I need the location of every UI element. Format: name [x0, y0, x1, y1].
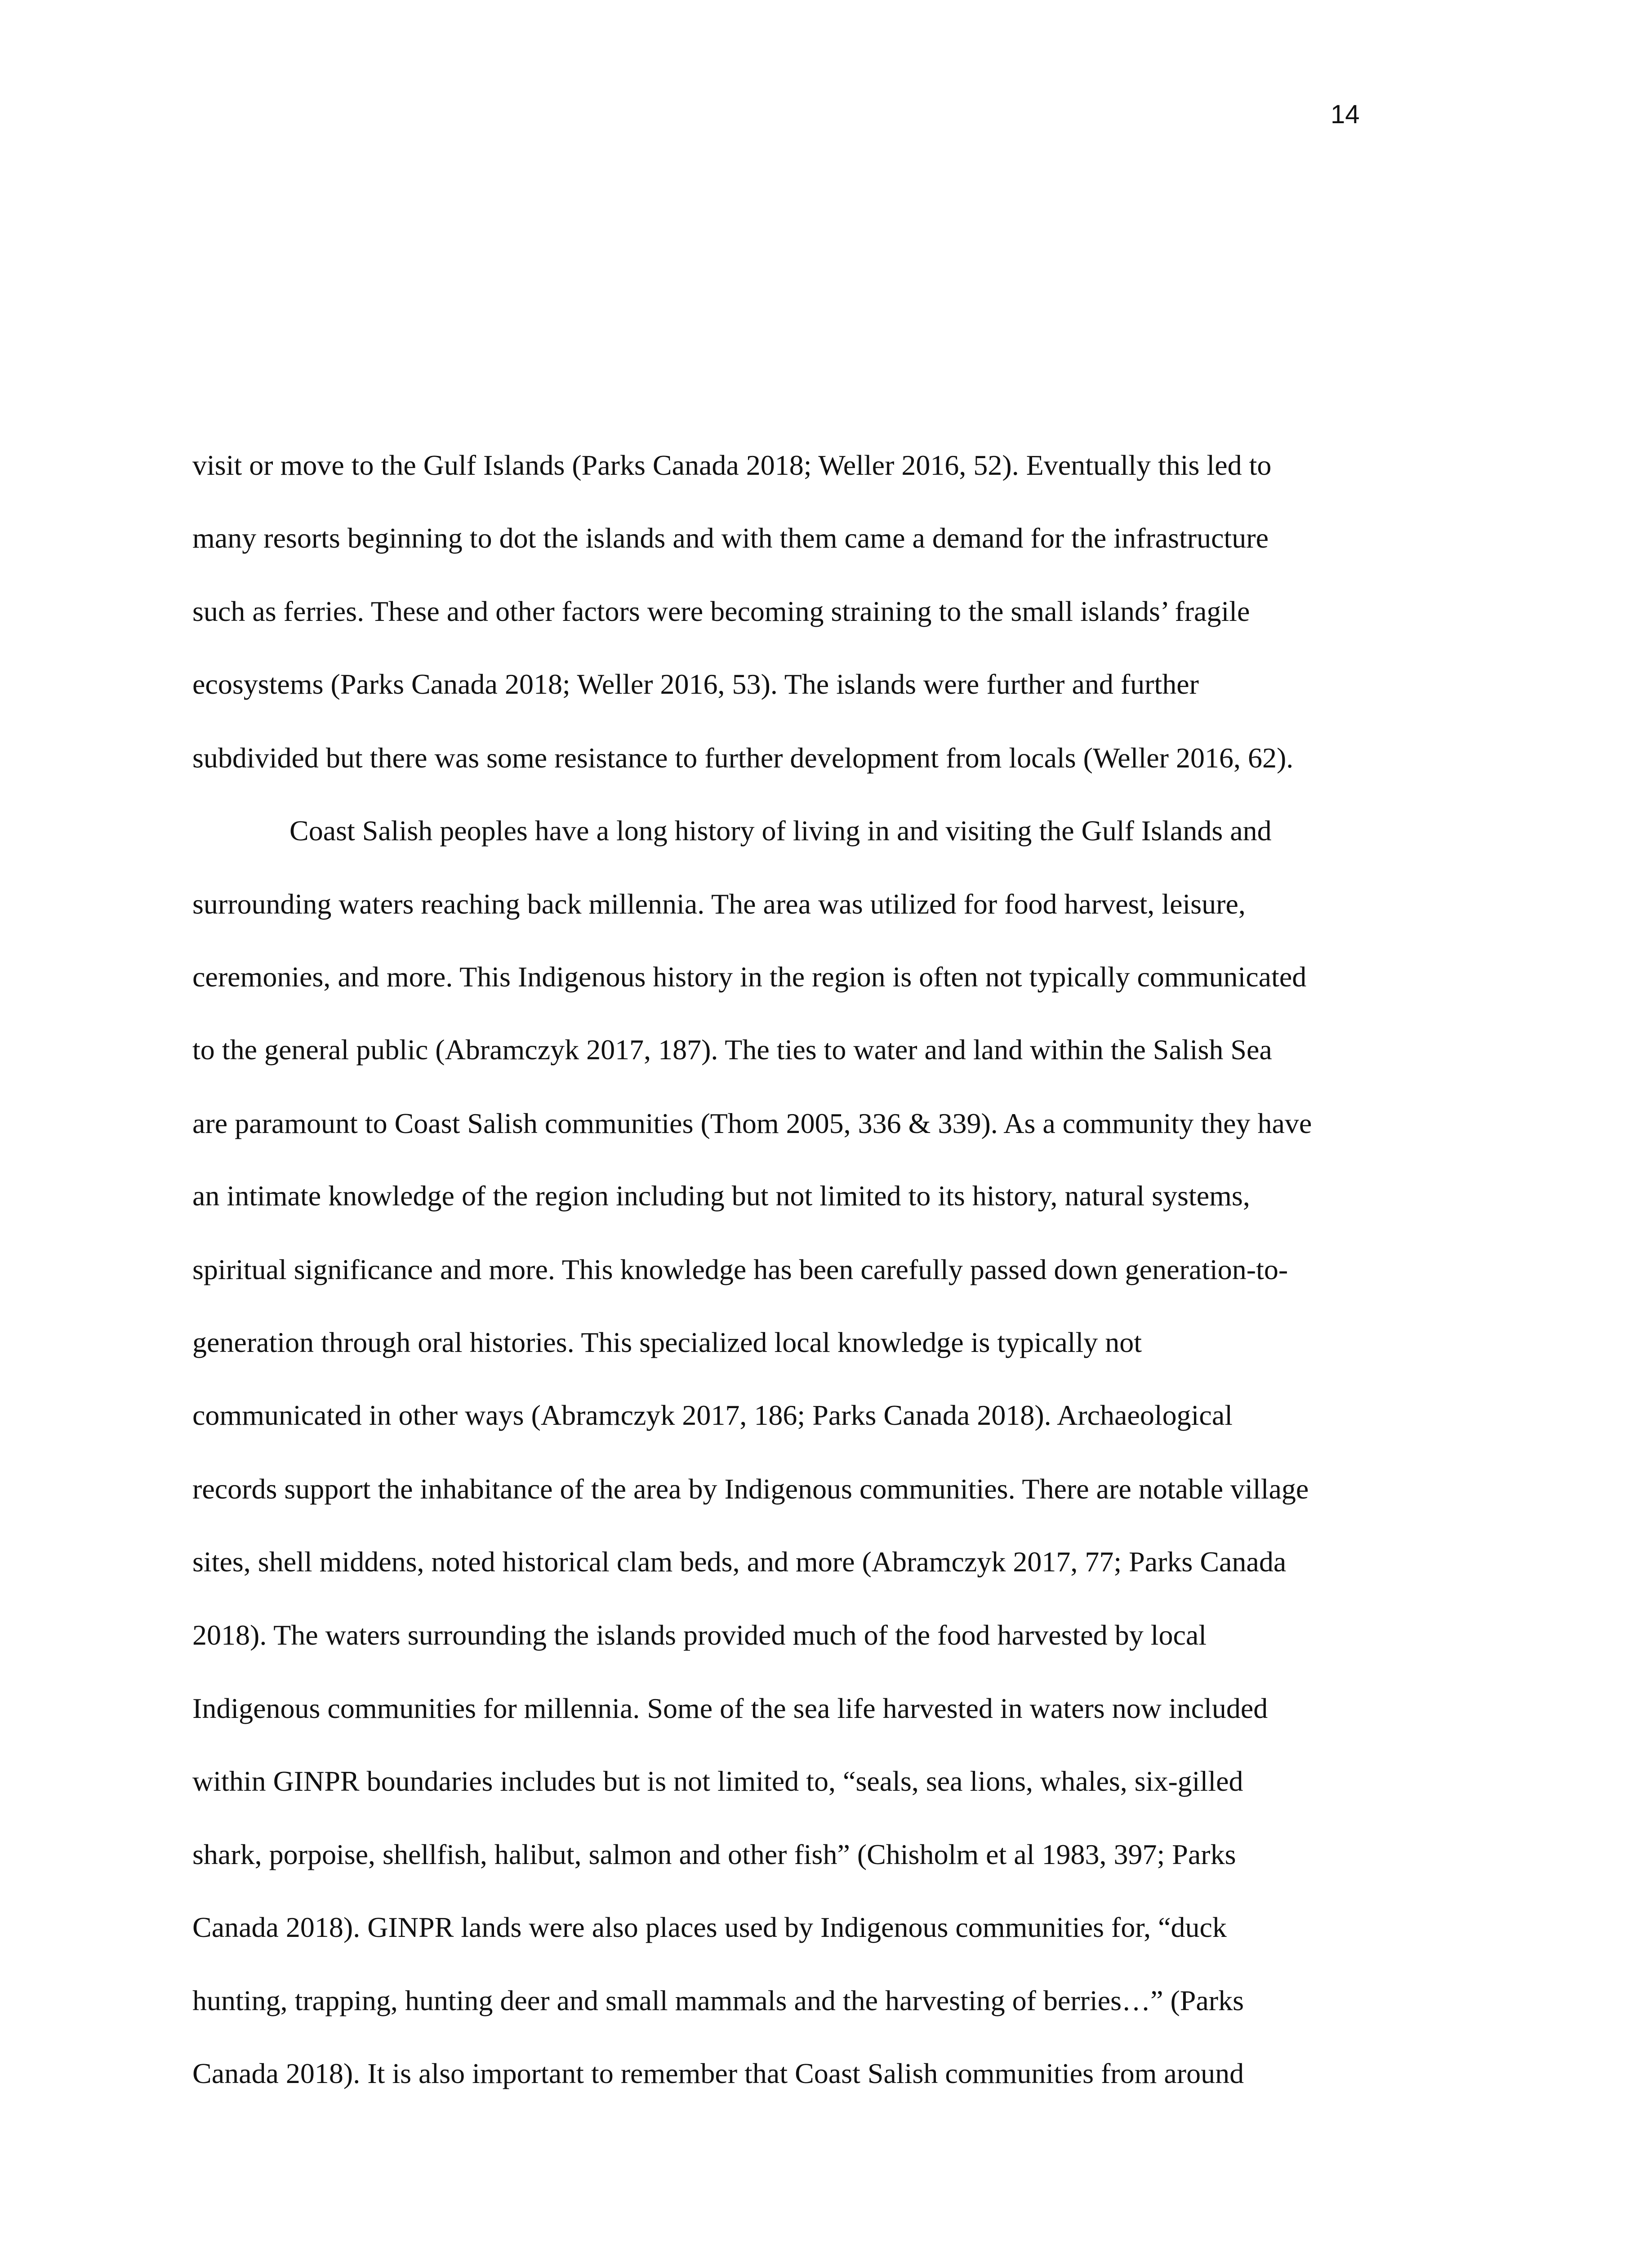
- text-line: records support the inhabitance of the area by Indigenous communities. There are notable village: [192, 1473, 1309, 1505]
- text-line: within GINPR boundaries includes but is not limited to, “seals, sea lions, whales, six-gilled: [192, 1765, 1243, 1797]
- text-line: 2018). The waters surrounding the islands provided much of the food harvested by local: [192, 1619, 1207, 1651]
- text-line: spiritual significance and more. This knowledge has been carefully passed down generation-to-: [192, 1253, 1288, 1285]
- text-line: ceremonies, and more. This Indigenous history in the region is often not typically communicated: [192, 961, 1307, 993]
- text-line: Coast Salish peoples have a long history of living in and visiting the Gulf Islands and: [289, 815, 1272, 847]
- text-line: are paramount to Coast Salish communities (Thom 2005, 336 & 339). As a community they have: [192, 1107, 1312, 1139]
- text-line: generation through oral histories. This specialized local knowledge is typically not: [192, 1326, 1142, 1358]
- text-line: Canada 2018). GINPR lands were also places used by Indigenous communities for, “duck: [192, 1911, 1227, 1943]
- text-line: to the general public (Abramczyk 2017, 187). The ties to water and land within the Salish Sea: [192, 1034, 1272, 1066]
- page-number: 14: [1331, 100, 1360, 129]
- text-line: Canada 2018). It is also important to remember that Coast Salish communities from around: [192, 2057, 1244, 2089]
- text-line: visit or move to the Gulf Islands (Parks Canada 2018; Weller 2016, 52). Eventually this led to: [192, 449, 1272, 481]
- text-line: shark, porpoise, shellfish, halibut, salmon and other fish” (Chisholm et al 1983, 397; Parks: [192, 1838, 1236, 1870]
- text-line: ecosystems (Parks Canada 2018; Weller 2016, 53). The islands were further and further: [192, 668, 1199, 700]
- text-line: surrounding waters reaching back millennia. The area was utilized for food harvest, leisure,: [192, 888, 1246, 920]
- text-line: subdivided but there was some resistance to further development from locals (Weller 2016, 62).: [192, 742, 1294, 774]
- text-line: such as ferries. These and other factors were becoming straining to the small islands’ fragile: [192, 595, 1250, 627]
- text-line: many resorts beginning to dot the islands and with them came a demand for the infrastructure: [192, 522, 1269, 554]
- text-line: sites, shell middens, noted historical clam beds, and more (Abramczyk 2017, 77; Parks Canada: [192, 1546, 1287, 1578]
- text-line: Indigenous communities for millennia. Some of the sea life harvested in waters now included: [192, 1692, 1268, 1724]
- text-line: an intimate knowledge of the region including but not limited to its history, natural systems,: [192, 1180, 1250, 1212]
- text-line: communicated in other ways (Abramczyk 2017, 186; Parks Canada 2018). Archaeological: [192, 1399, 1233, 1431]
- text-line: hunting, trapping, hunting deer and small mammals and the harvesting of berries…” (Parks: [192, 1985, 1244, 2016]
